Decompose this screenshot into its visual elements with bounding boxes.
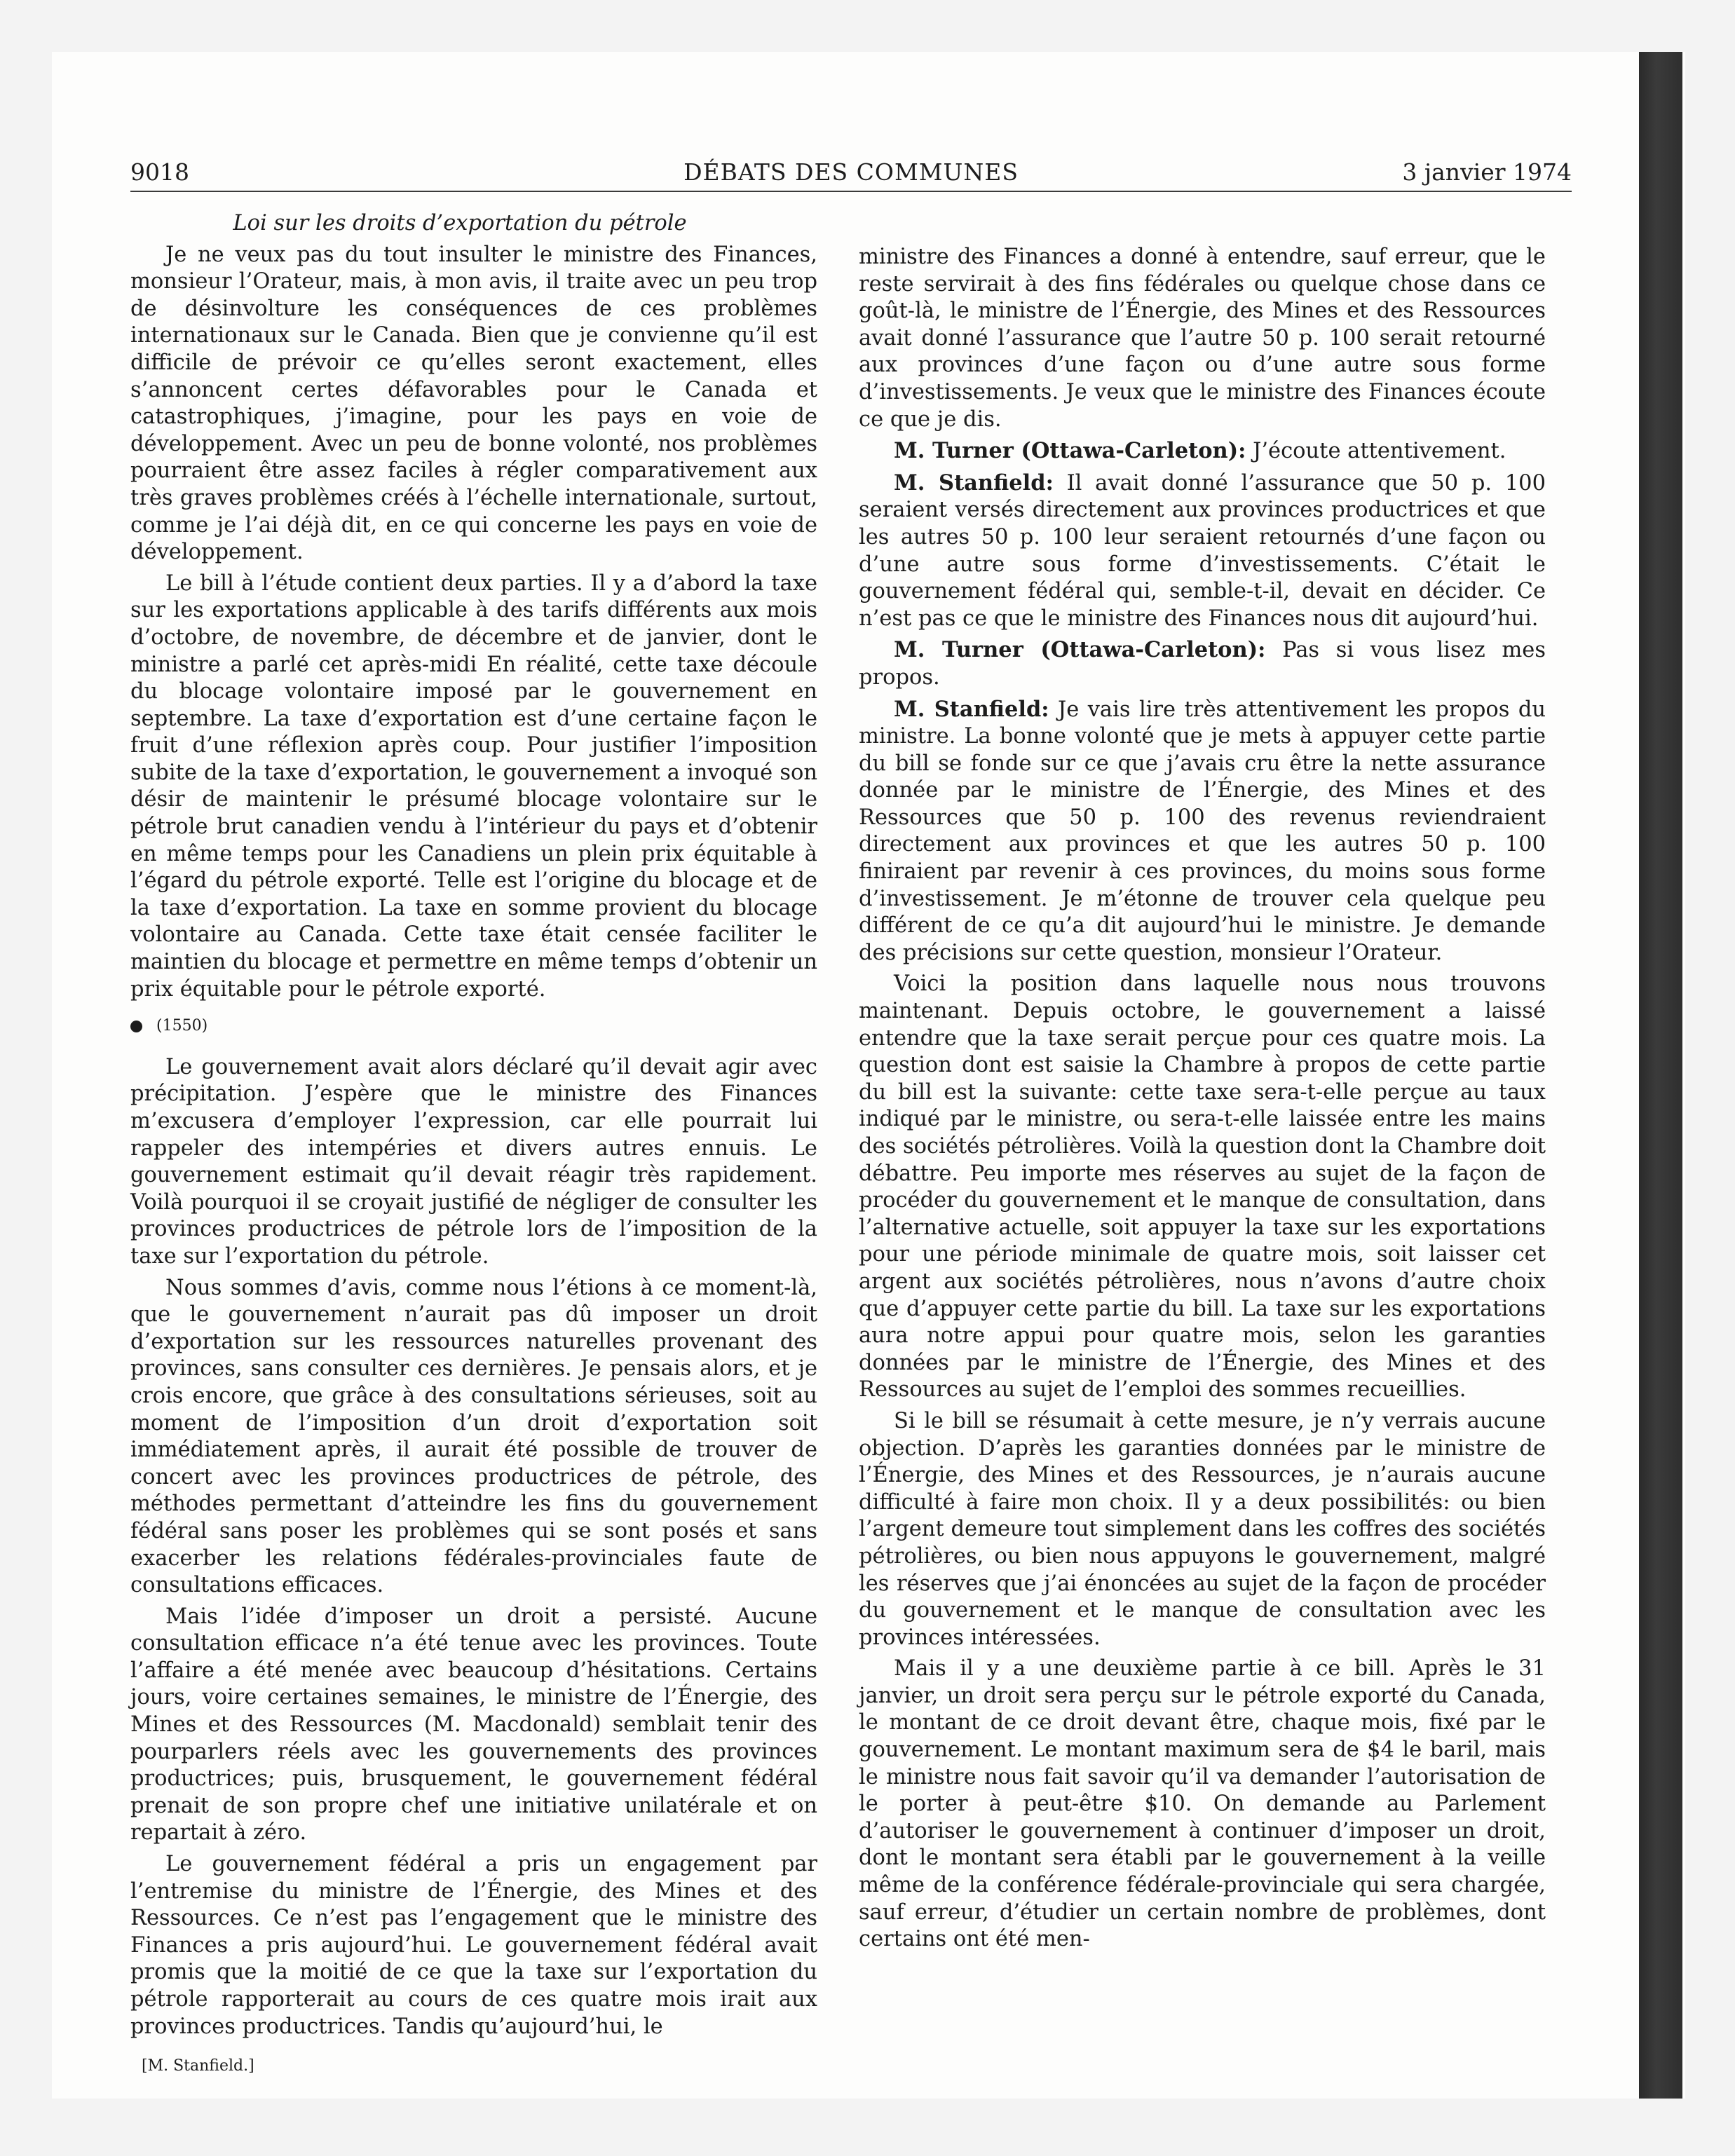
paragraph: Si le bill se résumait à cette mesure, je n’y verrais aucune objection. D’après les garanties données par le ministre de l’Énergie, des Mines et des Ressources, je n’aurais aucune difficulté à faire mon choix. Il y a deux possibilités: ou bien l’argent demeure tout simplement dans les coffres des sociétés pétrolières, ou bien nous appuyons le gouvernement, malgré les réserves que j’ai énoncées au sujet de la façon de procéder du gouvernement et le manque de consultation avec les provinces intéressées.	[859, 1408, 1546, 1650]
paragraph: Le gouvernement avait alors déclaré qu’il devait agir avec précipitation. J’espère que le ministre des Finances m’excusera d’employer l’expression, car elle pourrait lui rappeler des intempéries et divers autres ennuis. Le gouvernement estimait qu’il devait réagir très rapidement. Voilà pourquoi il se croyait justifié de négliger de consulter les provinces productrices de pétrole lors de l’imposition de la taxe sur l’exportation du pétrole.	[130, 1054, 817, 1269]
speaker-name: M. Turner (Ottawa-Carleton):	[894, 637, 1266, 663]
left-column	[130, 210, 817, 2080]
paragraph: Le bill à l’étude contient deux parties. Il y a d’abord la taxe sur les exportations applicable à des tarifs différents aux mois d’octobre, de novembre, de décembre et de janvier, dont le ministre a parlé cet après-midi En réalité, cette taxe découle du blocage volontaire imposé par le gouvernement en septembre. La taxe d’exportation est d’une certaine façon le fruit d’une réflexion après coup. Pour justifier l’imposition subite de la taxe d’exportation, le gouvernement a invoqué son désir de maintenir le présumé blocage volontaire sur le pétrole brut canadien vendu à l’intérieur du pays et d’obtenir en même temps pour les Canadiens un plein prix équitable à l’égard du pétrole exporté. Telle est l’origine du blocage et de la taxe d’exportation. La taxe en somme provient du blocage volontaire au Canada. Cette taxe était censée faciliter le maintien du blocage et permettre en même temps d’obtenir un prix équitable pour le pétrole exporté.	[130, 571, 817, 1002]
scan-edge-bar	[1639, 52, 1682, 2099]
page-number: 9018	[130, 158, 189, 186]
running-header	[130, 156, 1572, 192]
speech-text: J’écoute attentivement.	[1253, 439, 1506, 464]
paragraph: Mais il y a une deuxième partie à ce bill. Après le 31 janvier, un droit sera perçu sur le pétrole exporté du Canada, le montant de ce droit devant être, chaque mois, fixé par le gouvernement. Le montant maximum sera de $4 le baril, mais le ministre nous fait savoir qu’il va demander l’autorisation de le porter à peut-être $10. On demande au Parlement d’autoriser le gouvernement à continuer d’imposer un droit, dont le montant sera établi par le gouvernement à la veille même de la conférence fédérale-provinciale qui sera chargée, sauf erreur, d’étudier un certain nombre de problèmes, dont certains ont été men-	[859, 1656, 1546, 1952]
time-marker-text: (1550)	[156, 1017, 208, 1035]
speech	[859, 437, 1546, 465]
paragraph: Nous sommes d’avis, comme nous l’étions à ce moment-là, que le gouvernement n’aurait pas dû imposer un droit d’exportation sur les ressources naturelles provenant des provinces, sans consulter ces dernières. Je pensais alors, et je crois encore, que grâce à des consultations sérieuses, soit au moment de l’imposition d’un droit d’exportation soit immédiatement après, il aurait été possible de trouver de concert avec les provinces productrices de pétrole, des méthodes permettant d’atteindre les fins du gouvernement fédéral sans poser les problèmes qui se sont posés et sans exacerber les relations fédérales-provinciales faute de consultations efficaces.	[130, 1275, 817, 1598]
paragraph: Je ne veux pas du tout insulter le ministre des Finances, monsieur l’Orateur, mais, à mon avis, il traite avec un peu trop de désinvolture les conséquences de ces problèmes internationaux sur le Canada. Bien que je convienne qu’il est difficile de prévoir ce qu’elles seront exactement, elles s’annoncent certes défavorables pour le Canada et catastrophiques, j’imagine, pour les pays en voie de développement. Avec un peu de bonne volonté, nos problèmes pourraient être assez faciles à régler comparativement aux très graves problèmes créés à l’échelle internationale, surtout, comme je l’ai déjà dit, en ce qui concerne les pays en voie de développement.	[130, 242, 817, 565]
paragraph: Mais l’idée d’imposer un droit a persisté. Aucune consultation efficace n’a été tenue avec les provinces. Toute l’affaire a été menée avec beaucoup d’hésitations. Certains jours, voire certaines semaines, le ministre de l’Énergie, des Mines et des Ressources (M. Macdonald) semblait tenir des pourparlers réels avec les gouvernements des provinces productrices; puis, brusquement, le gouvernement fédéral prenait de son propre chef une initiative unilatérale et on repartait à zéro.	[130, 1604, 817, 1845]
publication-title: DÉBATS DES COMMUNES	[683, 158, 1019, 186]
time-marker	[130, 1013, 817, 1040]
paragraph: ministre des Finances a donné à entendre, sauf erreur, que le reste servirait à des fins fédérales ou quelque chose dans ce goût-là, le ministre de l’Énergie, des Mines et des Ressources avait donné l’assurance que l’autre 50 p. 100 serait retourné aux provinces d’une façon ou d’une autre sous forme d’investissements. Je veux que le ministre des Finances écoute ce que je dis.	[859, 245, 1546, 432]
speaker-footnote: [M. Stanfield.]	[142, 2057, 254, 2075]
speech-text: Pas si vous lisez mes propos.	[859, 638, 1546, 690]
section-title: Loi sur les droits d’exportation du pétrole	[233, 211, 687, 236]
bullet-icon	[130, 1021, 142, 1032]
speaker-name: M. Turner (Ottawa-Carleton):	[894, 438, 1246, 464]
speaker-name: M. Stanfield:	[894, 696, 1049, 722]
speech-text: Je vais lire très attentivement les propos du ministre. La bonne volonté que je mets à appuyer cette partie du bill se fonde sur ce que j’avais cru être la nette assurance donnée par le ministre de l’Énergie, des Mines et des Ressources que 50 p. 100 des revenus reviendraient directement aux provinces et que les autres 50 p. 100 finiraient par revenir à ces provinces, du moins sous forme d’investissement. Je m’étonne de trouver cela quelque peu différent de ce qu’a dit aujourd’hui le ministre. Je demande des précisions sur cette question, monsieur l’Orateur.	[859, 697, 1546, 965]
speech-text: Il avait donné l’assurance que 50 p. 100 seraient versés directement aux provinces productrices et que les autres 50 p. 100 leur seraient retournés d’une façon ou d’une autre sous forme d’investissements. C’était le gouvernement fédéral qui, semble-t-il, devait en décider. Ce n’est pas ce que le ministre des Finances nous dit aujourd’hui.	[859, 470, 1546, 631]
paragraph: Voici la position dans laquelle nous nous trouvons maintenant. Depuis octobre, le gouvernement a laissé entendre que la taxe serait perçue pour ces quatre mois. La question dont est saisie la Chambre à propos de cette partie du bill est la suivante: cette taxe sera-t-elle perçue au taux indiqué par le ministre, ou sera-t-elle laissée entre les mains des sociétés pétrolières. Voilà la question dont la Chambre doit débattre. Peu importe mes réserves au sujet de la façon de procéder du gouvernement et le manque de consultation, dans l’alternative actuelle, soit appuyer la taxe sur les exportations pour une période minimale de quatre mois, soit laisser cet argent aux sociétés pétrolières, nous n’avons d’autre choix que d’appuyer cette partie du bill. La taxe sur les exportations aura notre appui pour quatre mois, selon les garanties données par le ministre de l’Énergie, des Mines et des Ressources au sujet de l’emploi des sommes recueillies.	[859, 971, 1546, 1403]
header-date: 3 janvier 1974	[1402, 158, 1572, 186]
right-column	[859, 244, 1546, 1958]
speech	[859, 696, 1546, 967]
speech	[859, 470, 1546, 633]
speaker-name: M. Stanfield:	[894, 470, 1054, 496]
speech	[859, 636, 1546, 691]
paragraph: Le gouvernement fédéral a pris un engagement par l’entremise du ministre de l’Énergie, des Mines et des Ressources. Ce n’est pas l’engagement que le ministre des Finances a pris aujourd’hui. Le gouvernement fédéral avait promis que la moitié de ce que la taxe sur l’exportation du pétrole rapporterait au cours de ces quatre mois irait aux provinces productrices. Tandis qu’aujourd’hui, le	[130, 1852, 817, 2039]
